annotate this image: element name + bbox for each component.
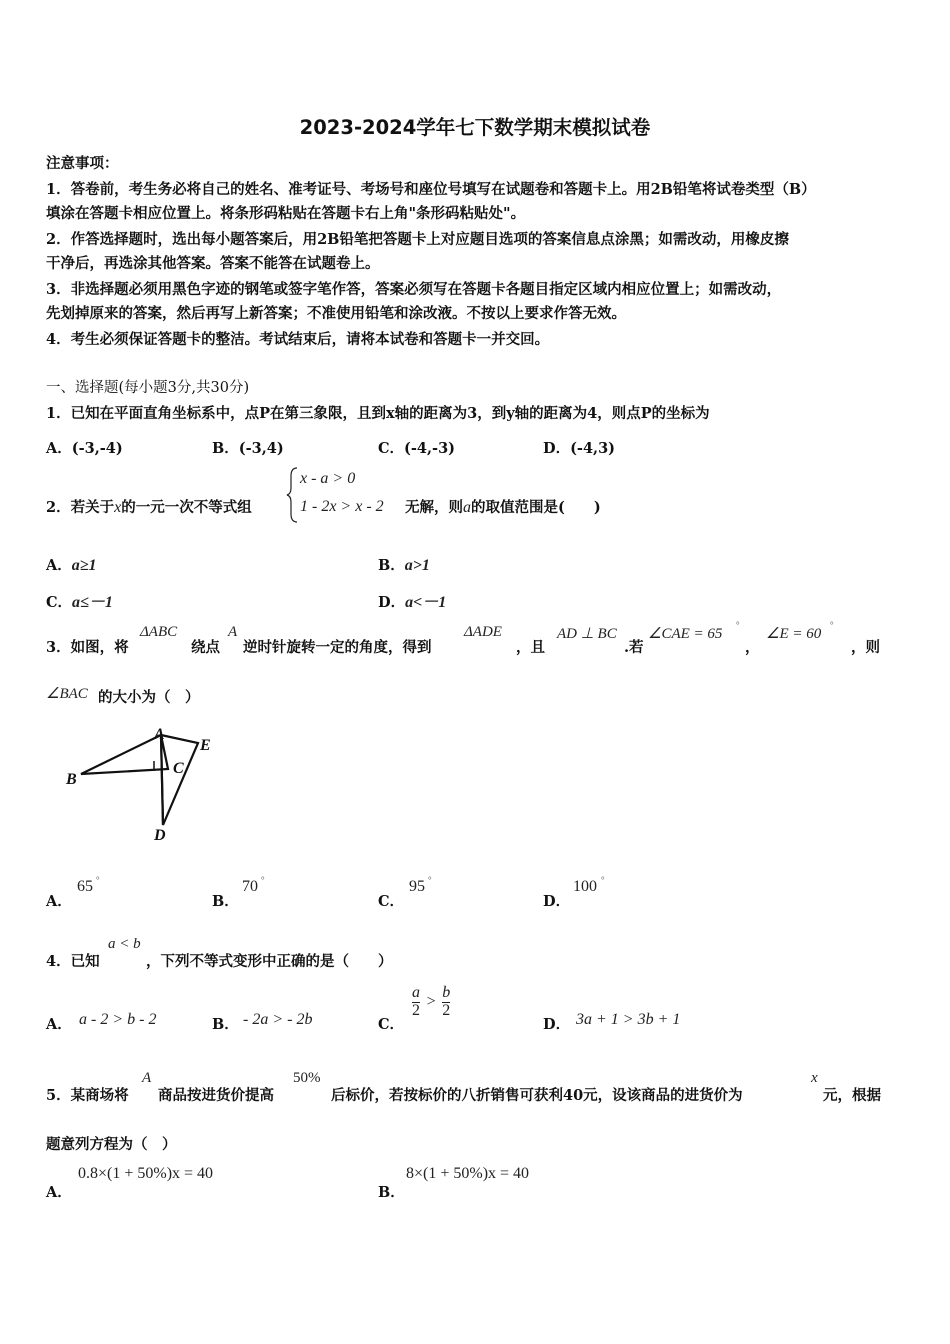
notice-line-7: 4．考生必须保证答题卡的整洁。考试结束后，请将本试卷和答题卡一并交回。	[46, 331, 550, 348]
q5-p2: 商品按进货价提高	[158, 1087, 274, 1104]
q2-option-d	[378, 589, 446, 612]
q3-p4: ，且	[516, 639, 545, 656]
q3-option-b-degree: °	[261, 875, 265, 885]
q3-math-bac: ∠BAC	[46, 686, 88, 702]
q4-option-c-frac-2	[442, 985, 450, 1020]
q5-p1: 5．某商场将	[46, 1087, 129, 1104]
q3-p5: .若	[624, 639, 644, 656]
page-title: 2023-2024学年七下数学期末模拟试卷	[299, 116, 651, 139]
q5-option-a-label: A．	[46, 1184, 72, 1201]
label-c: C	[173, 760, 184, 777]
q3-p6: ，	[745, 639, 760, 656]
q3-option-a-value: 65	[77, 878, 93, 895]
q3-math-a: A	[228, 624, 238, 640]
q2-stem	[46, 496, 252, 517]
q2-option-b	[378, 554, 430, 575]
label-e: E	[200, 737, 211, 754]
label-a: A	[154, 726, 165, 743]
notice-heading: 注意事项：	[46, 155, 119, 172]
q3-option-c-value: 95	[409, 878, 425, 895]
q2-system-line-2: 1 - 2x > x - 2	[300, 498, 384, 515]
q3-figure	[40, 722, 230, 847]
q2-system-line-1: x - a > 0	[300, 470, 356, 487]
section-heading: 一、选择题(每小题3分,共30分)	[46, 380, 250, 396]
q4-option-b-value: - 2a > - 2b	[243, 1011, 313, 1028]
q3-p8: 的大小为（ ）	[98, 689, 200, 706]
q2-option-a	[46, 554, 97, 575]
q4-p1: 4．已知	[46, 953, 100, 970]
q3-math-perp: AD ⊥ BC	[557, 626, 617, 642]
q5-math-a: A	[142, 1070, 152, 1086]
q1-stem: 1．已知在平面直角坐标系中，点P在第三象限，且到x轴的距离为3，到y轴的距离为4，则点P的坐标为	[46, 405, 710, 422]
q2-tail	[405, 496, 601, 517]
q3-p3: 逆时针旋转一定的角度，得到	[243, 639, 432, 656]
notice-line-3: 2．作答选择题时，选出每小题答案后，用2B铅笔把答题卡上对应题目选项的答案信息点涂黑；如需改动，用橡皮擦	[46, 231, 789, 248]
q2-brace	[286, 466, 300, 524]
notice-line-5: 3．非选择题必须用黑色字迹的钢笔或签字笔作答，答案必须写在答题卡各题目指定区域内相应位置上；如需改动，	[46, 281, 782, 298]
q4-option-a-value: a - 2 > b - 2	[79, 1011, 157, 1028]
q4-option-c-frac-1	[412, 985, 420, 1020]
frac-2-den: 2	[442, 1001, 451, 1019]
q3-option-a-label: A．	[46, 893, 72, 910]
triangle-ade	[161, 735, 198, 825]
q3-option-c-label: C．	[378, 893, 405, 910]
notice-line-1: 1．答卷前，考生务必将自己的姓名、准考证号、考场号和座位号填写在试题卷和答题卡上。用2B铅笔将试卷类型（B）	[46, 181, 816, 198]
q5-option-b-label: B．	[378, 1184, 405, 1201]
q5-p4: 元，根据	[823, 1087, 881, 1104]
q2-option-a-value: a≥1	[71, 557, 97, 574]
q3-math-abc: ΔABC	[140, 624, 178, 640]
q2-option-d-value: a<－1	[405, 594, 447, 611]
frac-1-num: a	[412, 984, 420, 1001]
notice-line-2: 填涂在答题卡相应位置上。将条形码粘贴在答题卡右上角"条形码粘贴处"。	[46, 205, 526, 222]
q2-option-d-label: D．	[378, 594, 406, 611]
q5-p5: 题意列方程为（ ）	[46, 1136, 177, 1153]
q3-option-a-degree: °	[96, 875, 100, 885]
q3-option-b-label: B．	[212, 893, 239, 910]
q3-math-cae: ∠CAE = 65	[648, 626, 723, 642]
q3-option-d-label: D．	[543, 893, 571, 910]
notice-line-4: 干净后，再选涂其他答案。答案不能答在试题卷上。	[46, 255, 380, 272]
q2-option-c-value: a≤－1	[72, 594, 113, 611]
q5-math-x: x	[811, 1070, 818, 1086]
q4-math-condition: a < b	[108, 936, 141, 952]
q4-option-d-label: D．	[543, 1016, 571, 1033]
q2-option-b-value: a>1	[404, 557, 430, 574]
q4-option-c-value	[412, 985, 450, 1020]
q3-degree-1: °	[736, 620, 740, 630]
frac-1-den: 2	[412, 1001, 420, 1019]
q2-var-x: x	[114, 499, 122, 516]
q2-var-a: a	[463, 499, 471, 516]
q3-math-ade: ΔADE	[464, 624, 502, 640]
q3-option-b-value: 70	[242, 878, 258, 895]
q1-option-d: D．(-4,3)	[543, 440, 616, 457]
q1-option-b: B．(-3,4)	[212, 440, 284, 457]
q2-tail-1: 无解，则	[405, 499, 463, 516]
q5-p3: 后标价，若按标价的八折销售可获利40元，设该商品的进货价为	[331, 1087, 743, 1104]
q4-p2: ，下列不等式变形中正确的是（ ）	[146, 953, 393, 970]
q4-option-a-label: A．	[46, 1016, 72, 1033]
q3-figure-lines	[81, 735, 198, 825]
q3-option-d-value: 100	[573, 878, 597, 895]
q3-math-e: ∠E = 60	[766, 626, 822, 642]
notice-line-6: 先划掉原来的答案，然后再写上新答案；不准使用铅笔和涂改液。不按以上要求作答无效。	[46, 305, 626, 322]
q5-math-percent: 50%	[293, 1070, 321, 1086]
q2-option-b-label: B．	[378, 557, 405, 574]
q2-tail-2: 的取值范围是( )	[471, 499, 601, 516]
label-d: D	[154, 827, 166, 844]
q4-option-d-value: 3a + 1 > 3b + 1	[576, 1011, 681, 1028]
q3-option-d-degree: °	[601, 875, 605, 885]
q3-p7: ，则	[851, 639, 880, 656]
q4-option-b-label: B．	[212, 1016, 239, 1033]
q2-lead: 2．若关于	[46, 499, 115, 516]
label-b: B	[66, 771, 77, 788]
q1-option-a: A．(-3,-4)	[46, 440, 123, 457]
q3-degree-2: °	[830, 620, 834, 630]
q2-mid: 的一元一次不等式组	[121, 499, 252, 516]
q4-option-c-gt: >	[426, 993, 436, 1011]
frac-2-num: b	[442, 984, 451, 1001]
q5-option-a-value: 0.8×(1 + 50%)x = 40	[78, 1165, 214, 1182]
q3-p1: 3．如图，将	[46, 639, 129, 656]
q2-option-c-label: C．	[46, 594, 73, 611]
q2-option-a-label: A．	[46, 557, 72, 574]
q5-option-b-value: 8×(1 + 50%)x = 40	[406, 1165, 530, 1182]
q1-option-c: C．(-4,-3)	[378, 440, 456, 457]
q3-option-c-degree: °	[428, 875, 432, 885]
q3-p2: 绕点	[191, 639, 220, 656]
q2-option-c	[46, 589, 113, 612]
q4-option-c-label: C．	[378, 1016, 405, 1033]
